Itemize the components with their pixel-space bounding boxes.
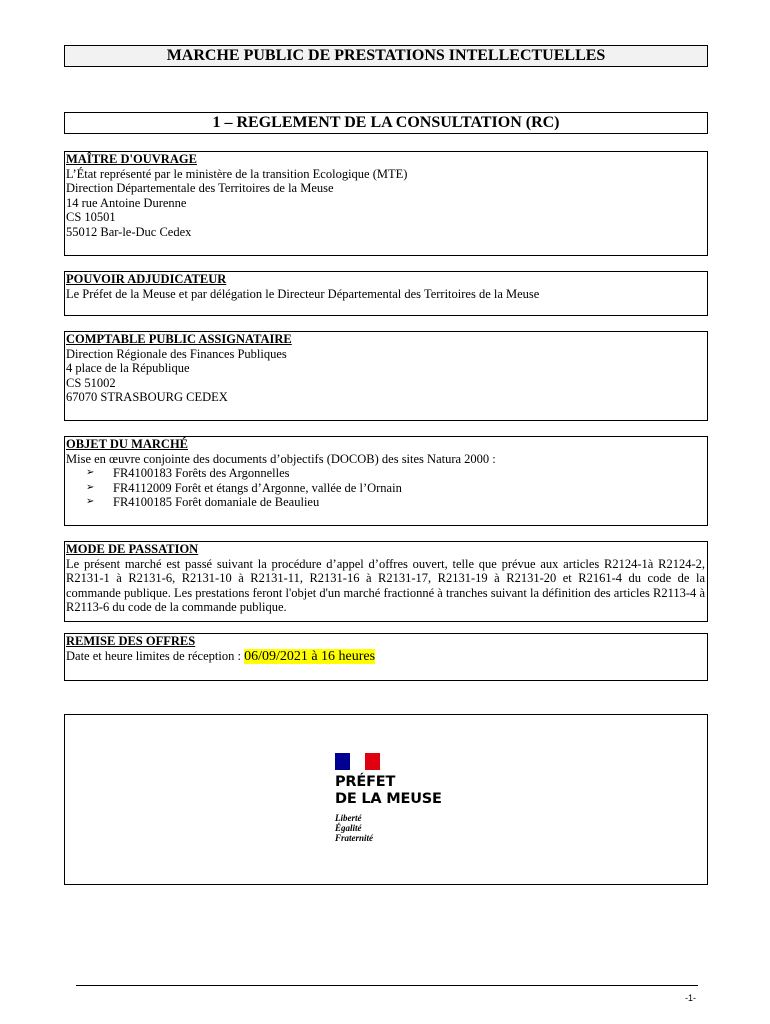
remise-section bbox=[64, 633, 708, 681]
address-line: Direction Régionale des Finances Publiques bbox=[66, 346, 287, 361]
site-name: FR4112009 Forêt et étangs d’Argonne, vallée de l’Ornain bbox=[113, 480, 402, 495]
site-list bbox=[66, 466, 707, 510]
marianne-flag-icon bbox=[335, 753, 380, 770]
footer-divider bbox=[76, 985, 698, 986]
section-heading: 1 – REGLEMENT DE LA CONSULTATION (RC) bbox=[64, 112, 708, 134]
motto-line: Égalité bbox=[335, 823, 362, 833]
pouvoir-text: Le Préfet de la Meuse et par délégation le Directeur Départemental des Territoires de la Meuse bbox=[66, 286, 540, 301]
arrow-bullet-icon: ➢ bbox=[86, 496, 95, 508]
document-title: MARCHE PUBLIC DE PRESTATIONS INTELLECTUELLES bbox=[64, 45, 708, 67]
deadline-highlight: 06/09/2021 à 16 heures bbox=[244, 648, 376, 664]
maitre-ouvrage-section bbox=[64, 151, 708, 256]
page-number: -1- bbox=[685, 993, 696, 1003]
objet-label: OBJET DU MARCHÉ bbox=[66, 437, 189, 451]
address-line: CS 51002 bbox=[66, 375, 116, 390]
mode-label: MODE DE PASSATION bbox=[66, 542, 199, 556]
site-name: FR4100185 Forêt domaniale de Beaulieu bbox=[113, 495, 320, 510]
pouvoir-label: POUVOIR ADJUDICATEUR bbox=[66, 272, 227, 286]
comptable-label: COMPTABLE PUBLIC ASSIGNATAIRE bbox=[66, 332, 292, 346]
list-item bbox=[86, 466, 707, 481]
logo-frame bbox=[64, 714, 708, 885]
logo-name-line: DE LA MEUSE bbox=[335, 791, 442, 807]
mode-text: Le présent marché est passé suivant la procédure d’appel d’offres ouvert, telle que prévue aux articles R2124-1à R2124-2, R2131-1 à R2131-6, R2131-10 à R2131-11, R2131-16 à R2131-17, R2131-19 à R2131-20 et R2161-4 du code de la commande publique. Les prestations feront l'objet d'un marché fractionné à tranches suivant la définition des articles R2113-4 à R2113-6 du code de la commande publique. bbox=[66, 556, 705, 615]
remise-text: Date et heure limites de réception : bbox=[66, 648, 245, 663]
logo-name-line: PRÉFET bbox=[335, 774, 396, 790]
comptable-section bbox=[64, 331, 708, 421]
address-line: CS 10501 bbox=[66, 210, 116, 225]
arrow-bullet-icon: ➢ bbox=[86, 467, 95, 479]
list-item bbox=[86, 481, 707, 496]
mode-section bbox=[64, 541, 708, 622]
motto-line: Liberté bbox=[335, 813, 362, 823]
site-name: FR4100183 Forêts des Argonnelles bbox=[113, 466, 290, 481]
remise-label: REMISE DES OFFRES bbox=[66, 634, 196, 648]
address-line: L’État représenté par le ministère de la transition Ecologique (MTE) bbox=[66, 166, 408, 181]
motto-line: Fraternité bbox=[335, 833, 374, 843]
address-line: 67070 STRASBOURG CEDEX bbox=[66, 390, 228, 405]
address-line: 55012 Bar-le-Duc Cedex bbox=[66, 224, 192, 239]
arrow-bullet-icon: ➢ bbox=[86, 481, 95, 493]
objet-section bbox=[64, 436, 708, 526]
address-line: 4 place de la République bbox=[66, 361, 190, 376]
prefet-meuse-logo bbox=[335, 753, 442, 843]
list-item bbox=[86, 495, 707, 510]
pouvoir-section bbox=[64, 271, 708, 316]
address-line: Direction Départementale des Territoires de la Meuse bbox=[66, 181, 334, 196]
objet-text: Mise en œuvre conjointe des documents d’objectifs (DOCOB) des sites Natura 2000 : bbox=[66, 451, 496, 466]
maitre-ouvrage-label: MAÎTRE D'OUVRAGE bbox=[66, 152, 197, 166]
address-line: 14 rue Antoine Durenne bbox=[66, 195, 187, 210]
